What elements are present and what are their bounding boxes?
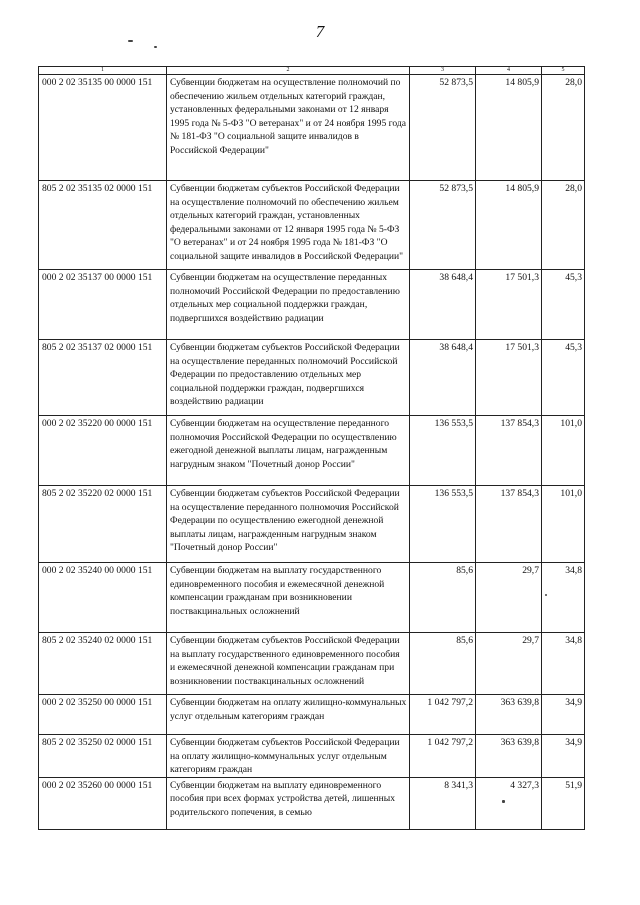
table-row	[39, 633, 585, 695]
value-cell: 17 501,3	[476, 270, 542, 340]
table-row	[39, 735, 585, 778]
table-row	[39, 563, 585, 633]
table-row	[39, 777, 585, 829]
value-cell: 29,7	[476, 633, 542, 695]
code-cell: 805 2 02 35250 02 0000 151	[39, 735, 167, 778]
scan-speck	[128, 40, 133, 42]
value-cell: 45,3	[542, 340, 585, 416]
value-cell: 51,9	[542, 777, 585, 829]
page-number: 7	[315, 22, 325, 41]
value-cell: 363 639,8	[476, 695, 542, 735]
name-cell: Субвенции бюджетам на выплату государственного единовременного пособия и ежемесячной денежной компенсации гражданам при возникновении поствакцинальных осложнений	[167, 563, 410, 633]
value-cell: 101,0	[542, 486, 585, 563]
value-cell: 137 854,3	[476, 486, 542, 563]
value-cell: 38 648,4	[410, 340, 476, 416]
value-cell: 34,9	[542, 695, 585, 735]
name-cell: Субвенции бюджетам субъектов Российской Федерации на осуществление полномочий по обеспечению жильем отдельных категорий граждан, установленных федеральными законами от 12 января 1995 года № 5-ФЗ "О ветеранах" и от 24 ноября 1995 года № 181-ФЗ "О социальной защите инвалидов в Российской Федерации"	[167, 181, 410, 270]
table-row	[39, 181, 585, 270]
code-cell: 000 2 02 35250 00 0000 151	[39, 695, 167, 735]
header-cell: 4	[476, 67, 542, 75]
code-cell: 805 2 02 35240 02 0000 151	[39, 633, 167, 695]
value-cell: 52 873,5	[410, 181, 476, 270]
name-cell: Субвенции бюджетам на осуществление полномочий по обеспечению жильем отдельных категорий граждан, установленных федеральными законами от 12 января 1995 года № 5-ФЗ "О ветеранах" и от 24 ноября 1995 года № 181-ФЗ "О социальной защите инвалидов в Российской Федерации"	[167, 75, 410, 181]
code-cell: 000 2 02 35240 00 0000 151	[39, 563, 167, 633]
name-cell: Субвенции бюджетам на выплату единовременного пособия при всех формах устройства детей, лишенных родительского попечения, в семью	[167, 777, 410, 829]
table-row	[39, 486, 585, 563]
header-cell: 5	[542, 67, 585, 75]
value-cell: 85,6	[410, 633, 476, 695]
value-cell: 17 501,3	[476, 340, 542, 416]
header-row	[39, 67, 585, 75]
code-cell: 000 2 02 35220 00 0000 151	[39, 416, 167, 486]
value-cell: 14 805,9	[476, 181, 542, 270]
name-cell: Субвенции бюджетам на осуществление переданных полномочий Российской Федерации по предоставлению отдельных мер социальной поддержки граждан, подвергшихся воздействию радиации	[167, 270, 410, 340]
value-cell: 101,0	[542, 416, 585, 486]
code-cell: 805 2 02 35137 02 0000 151	[39, 340, 167, 416]
code-cell: 000 2 02 35260 00 0000 151	[39, 777, 167, 829]
table-row	[39, 75, 585, 181]
value-cell: 363 639,8	[476, 735, 542, 778]
table-row	[39, 416, 585, 486]
value-cell: 28,0	[542, 181, 585, 270]
name-cell: Субвенции бюджетам субъектов Российской Федерации на осуществление переданных полномочий Российской Федерации по предоставлению отдельных мер социальной поддержки граждан, подвергшихся воздействию радиации	[167, 340, 410, 416]
name-cell: Субвенции бюджетам субъектов Российской Федерации на осуществление переданного полномочия Российской Федерации по осуществлению ежегодной денежной выплаты лицам, награжденным нагрудным знаком "Почетный донор России"	[167, 486, 410, 563]
value-cell: 29,7	[476, 563, 542, 633]
value-cell: 85,6	[410, 563, 476, 633]
name-cell: Субвенции бюджетам субъектов Российской Федерации на выплату государственного единовременного пособия и ежемесячной денежной компенсации гражданам при возникновении поствакцинальных осложнений	[167, 633, 410, 695]
value-cell: 137 854,3	[476, 416, 542, 486]
value-cell: 136 553,5	[410, 486, 476, 563]
code-cell: 000 2 02 35137 00 0000 151	[39, 270, 167, 340]
table-row	[39, 270, 585, 340]
name-cell: Субвенции бюджетам субъектов Российской Федерации на оплату жилищно-коммунальных услуг отдельным категориям граждан	[167, 735, 410, 778]
code-cell: 805 2 02 35220 02 0000 151	[39, 486, 167, 563]
value-cell: 4 327,3	[476, 777, 542, 829]
value-cell: 136 553,5	[410, 416, 476, 486]
code-cell: 805 2 02 35135 02 0000 151	[39, 181, 167, 270]
table-row	[39, 695, 585, 735]
value-cell: 34,9	[542, 735, 585, 778]
name-cell: Субвенции бюджетам на осуществление переданного полномочия Российской Федерации по осуществлению ежегодной денежной выплаты лицам, награжденным нагрудным знаком "Почетный донор России"	[167, 416, 410, 486]
value-cell: 34,8	[542, 633, 585, 695]
code-cell: 000 2 02 35135 00 0000 151	[39, 75, 167, 181]
value-cell: 52 873,5	[410, 75, 476, 181]
value-cell: 8 341,3	[410, 777, 476, 829]
value-cell: 1 042 797,2	[410, 695, 476, 735]
table-row	[39, 340, 585, 416]
value-cell: 1 042 797,2	[410, 735, 476, 778]
value-cell: 34,8	[542, 563, 585, 633]
value-cell: 14 805,9	[476, 75, 542, 181]
budget-table	[38, 66, 585, 830]
header-cell: 3	[410, 67, 476, 75]
name-cell: Субвенции бюджетам на оплату жилищно-коммунальных услуг отдельным категориям граждан	[167, 695, 410, 735]
value-cell: 38 648,4	[410, 270, 476, 340]
value-cell: 28,0	[542, 75, 585, 181]
scan-speck	[154, 46, 157, 48]
header-cell: 1	[39, 67, 167, 75]
value-cell: 45,3	[542, 270, 585, 340]
header-cell: 2	[167, 67, 410, 75]
